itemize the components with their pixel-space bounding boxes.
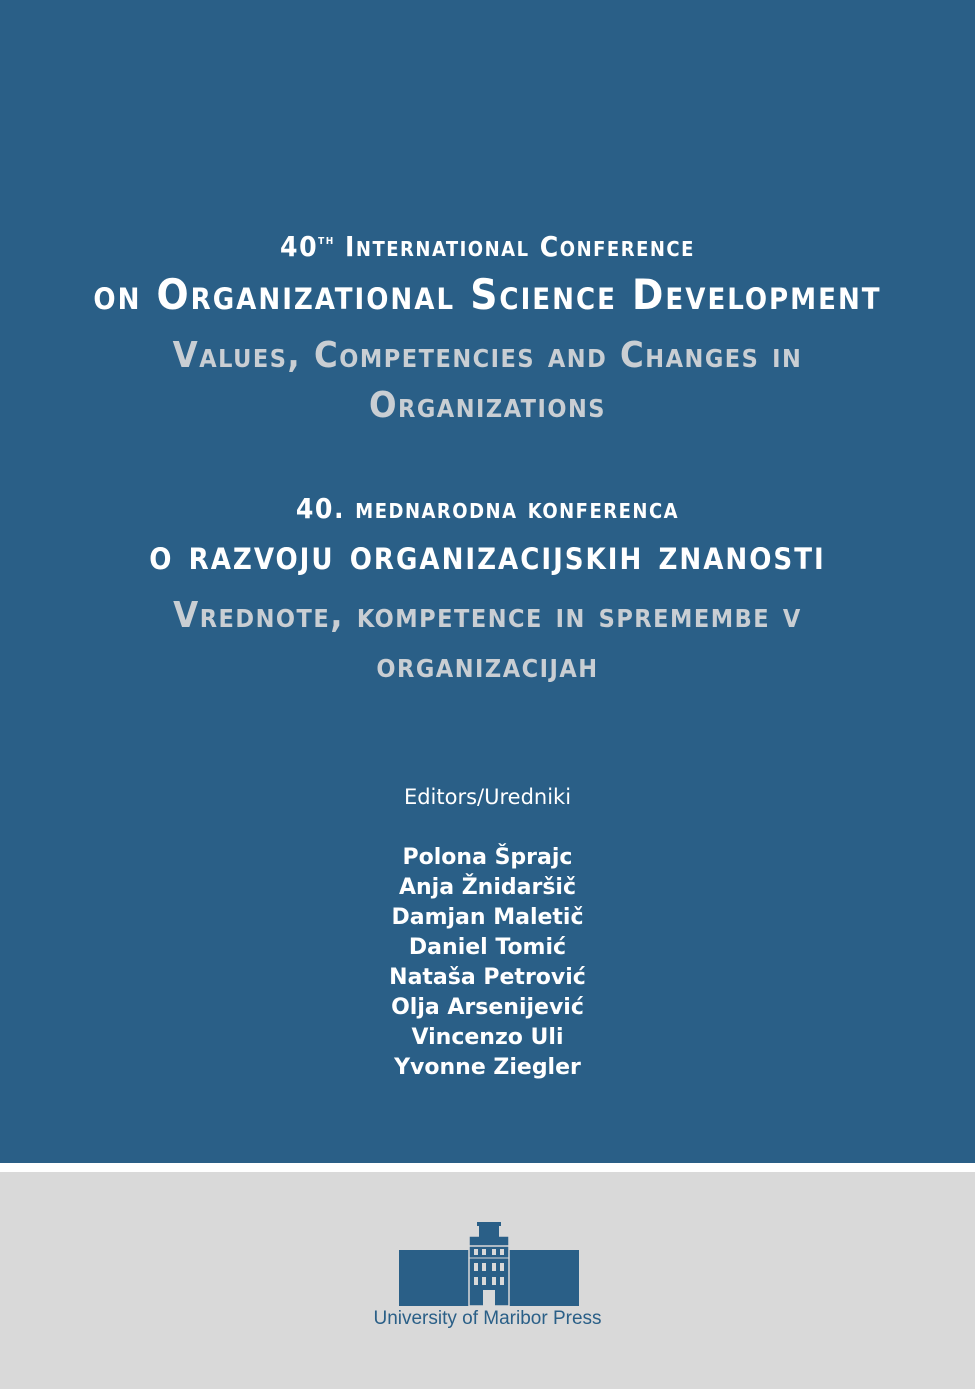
editor-name: Nataša Petrović xyxy=(389,965,586,990)
slovene-subtitle-line-2: organizacijah xyxy=(376,645,599,686)
english-subtitle-line-1: Values, Competencies and Changes in xyxy=(172,335,803,376)
editor-name: Yvonne Ziegler xyxy=(394,1055,581,1080)
english-subtitle-line-2: Organizations xyxy=(368,385,607,426)
publisher-name: University of Maribor Press xyxy=(373,1308,602,1329)
editor-name: Anja Žnidaršič xyxy=(398,875,576,900)
editor-name: Daniel Tomić xyxy=(408,935,567,960)
slovene-subtitle-line-1: Vrednote, kompetence in spremembe v xyxy=(173,595,802,636)
white-divider xyxy=(0,1163,975,1172)
university-building-logo-icon xyxy=(399,1222,579,1306)
editors-list xyxy=(0,843,975,1083)
english-conference-prefix: 40th International Conference xyxy=(280,230,695,263)
editors-label: Editors/Uredniki xyxy=(403,785,572,809)
editor-name: Vincenzo Uli xyxy=(411,1025,564,1050)
editor-name: Polona Šprajc xyxy=(402,845,573,870)
slovene-conference-title: o razvoju organizacijskih znanosti xyxy=(149,530,826,579)
english-conference-title: on Organizational Science Development xyxy=(93,270,882,319)
slovene-conference-prefix: 40. mednarodna konferenca xyxy=(295,492,680,525)
editor-name: Olja Arsenijević xyxy=(391,995,584,1020)
editor-name: Damjan Maletič xyxy=(391,905,584,930)
